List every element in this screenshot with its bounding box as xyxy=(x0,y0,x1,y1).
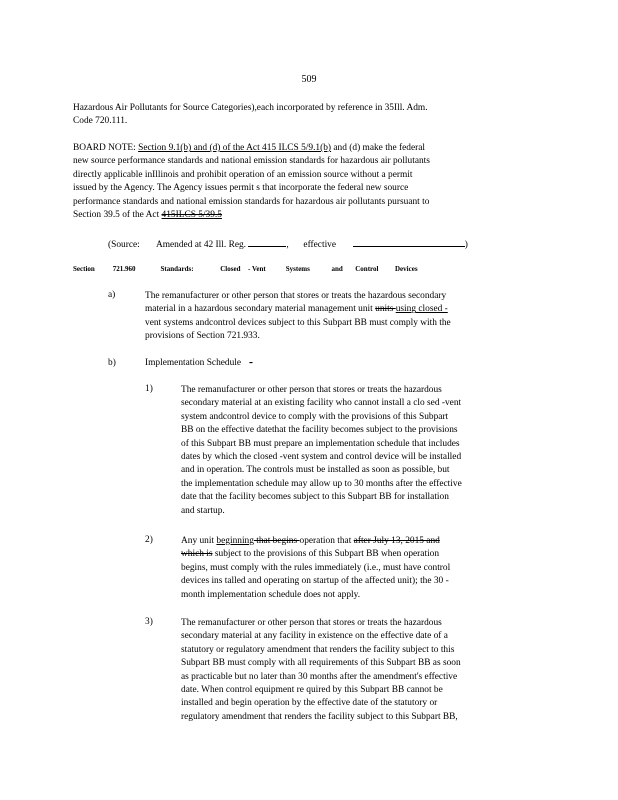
item-a-paragraph xyxy=(145,290,540,344)
inserted-word: using closed - xyxy=(395,304,448,315)
item-b-label: b) xyxy=(108,358,116,368)
board-note-line: new source performance standards and national emission standards for hazardous air pollutants xyxy=(73,156,430,167)
item-b2-text: subject to the provisions of this Subpart BB when operation xyxy=(212,549,440,560)
effective-blank xyxy=(353,237,465,247)
item-b1-line: secondary material at an existing facility who cannot install a clo sed -vent xyxy=(181,398,462,409)
board-note-line: performance standards and national emission standards for hazardous air pollutants pursuant to xyxy=(73,196,430,207)
section-id: 721.960 xyxy=(112,265,136,273)
board-note-line: issued by the Agency. The Agency issues permit s that incorporate the federal new source xyxy=(73,183,409,194)
item-b1-line: and in operation. The controls must be installed as soon as possible, but xyxy=(181,465,450,476)
struck-mark: - xyxy=(249,358,253,368)
struck-phrase: which is xyxy=(181,549,213,560)
item-b1-line: dates by which the closed -vent system and control device will be installed xyxy=(181,452,462,463)
source-text: Amended at 42 Ill. Reg. xyxy=(155,240,247,250)
item-b2-text: Any unit xyxy=(181,536,217,546)
intro-line: Hazardous Air Pollutants for Source Categories),each incorporated by reference in 35Ill. Adm. xyxy=(73,103,428,113)
source-note: (Source: Amended at 42 Ill. Reg. , effective ) xyxy=(108,237,468,250)
source-close: ) xyxy=(464,240,468,250)
item-b1-line: system andcontrol device to comply with the provisions of this Subpart xyxy=(181,411,449,422)
item-a-line: vent systems andcontrol devices subject to this Subpart BB must comply with the xyxy=(145,317,451,328)
item-b2-paragraph xyxy=(181,535,539,602)
board-note-text: and (d) make the federal xyxy=(331,143,426,153)
item-a-line xyxy=(145,303,540,316)
item-b3-line: installed and begin operation by the effective date of the statutory or xyxy=(181,698,438,709)
section-heading xyxy=(73,265,418,273)
struck-word: that begins xyxy=(253,536,300,546)
item-b3-line: Subpart BB must comply with all requirements of this Subpart BB as soon xyxy=(181,658,461,669)
board-note-line: directly applicable inIllinois and prohibit operation of an emission source without a permit xyxy=(73,169,413,180)
item-b3-line: regulatory amendment that renders the facility subject to this Subpart BB, xyxy=(181,711,458,722)
item-b3-line: date. When control equipment re quired by this Subpart BB cannot be xyxy=(181,685,443,696)
struck-citation: 415ILCS 5/39.5 xyxy=(161,210,222,221)
item-b2-line: month implementation schedule does not apply. xyxy=(181,589,361,600)
item-a-label: a) xyxy=(108,290,116,300)
item-b-heading xyxy=(145,358,253,368)
register-blank xyxy=(248,237,286,247)
section-title-word: and xyxy=(331,265,343,273)
intro-line: Code 720.111. xyxy=(73,116,128,127)
item-b3-label: 3) xyxy=(145,617,153,627)
item-b1-paragraph xyxy=(181,384,539,518)
board-note-line xyxy=(73,209,533,222)
section-title-word: Control xyxy=(355,265,379,273)
section-title: Standards: xyxy=(160,265,194,273)
inserted-word: beginning xyxy=(216,536,254,546)
item-b2-line xyxy=(181,548,539,561)
board-note-label: BOARD NOTE: xyxy=(73,143,139,153)
item-b3-line: The remanufacturer or other person that stores or treats the hazardous xyxy=(181,618,442,628)
item-b1-line: the implementation schedule may allow up to 30 months after the effective xyxy=(181,478,462,489)
item-b2-label: 2) xyxy=(145,535,153,545)
intro-paragraph xyxy=(73,102,533,129)
item-b1-line: and startup. xyxy=(181,505,225,516)
item-b-text: Implementation Schedule xyxy=(145,358,242,368)
source-label: (Source: xyxy=(108,240,140,250)
item-b1-line: date that the facility becomes subject to this Subpart BB for installation xyxy=(181,492,449,503)
section-title-word: Closed xyxy=(220,265,241,273)
effective-label: effective xyxy=(303,240,337,250)
item-b1-line: BB on the effective datethat the facility becomes subject to the provisions xyxy=(181,425,458,436)
section-title-word: Devices xyxy=(395,265,418,273)
board-note-paragraph xyxy=(73,142,533,222)
item-b2-line: begins, must comply with the rules immediately (i.e., must have control xyxy=(181,562,451,573)
struck-word: units xyxy=(375,304,396,315)
item-b1-line: of this Subpart BB must prepare an implementation schedule that includes xyxy=(181,438,460,449)
item-b2-line xyxy=(181,535,539,548)
item-b2-text: operation xyxy=(299,536,338,546)
item-b3-line: secondary material at any facility in existence on the effective date of a xyxy=(181,631,448,642)
board-note-citation: Section 9.1(b) and (d) of the Act 415 ILCS 5/9.1(b) xyxy=(138,143,332,153)
item-a-line: The remanufacturer or other person that stores or treats the hazardous secondary xyxy=(145,291,447,301)
board-note-text: Section 39.5 of the Act xyxy=(73,210,162,221)
item-b2-text: that xyxy=(337,536,354,546)
item-b3-line: statutory or regulatory amendment that renders the facility subject to this xyxy=(181,644,455,655)
section-title-word: - Vent xyxy=(248,265,266,273)
item-b1-label: 1) xyxy=(145,384,153,394)
item-a-text: material in a hazardous secondary material management unit xyxy=(145,304,376,315)
section-title-word: Systems xyxy=(285,265,310,273)
item-b3-paragraph xyxy=(181,617,539,724)
section-label: Section xyxy=(73,265,95,273)
struck-phrase: after July 13, 2015 and xyxy=(353,536,440,546)
item-b3-line: as practicable but no later than 30 months after the amendment's effective xyxy=(181,671,458,682)
item-a-line: provisions of Section 721.933. xyxy=(145,331,260,342)
item-b1-line: The remanufacturer or other person that stores or treats the hazardous xyxy=(181,385,442,395)
board-note-line xyxy=(73,142,533,155)
page-number: 509 xyxy=(301,74,317,85)
item-b2-line: devices ins talled and operating on startup of the affected unit); the 30 - xyxy=(181,576,449,587)
